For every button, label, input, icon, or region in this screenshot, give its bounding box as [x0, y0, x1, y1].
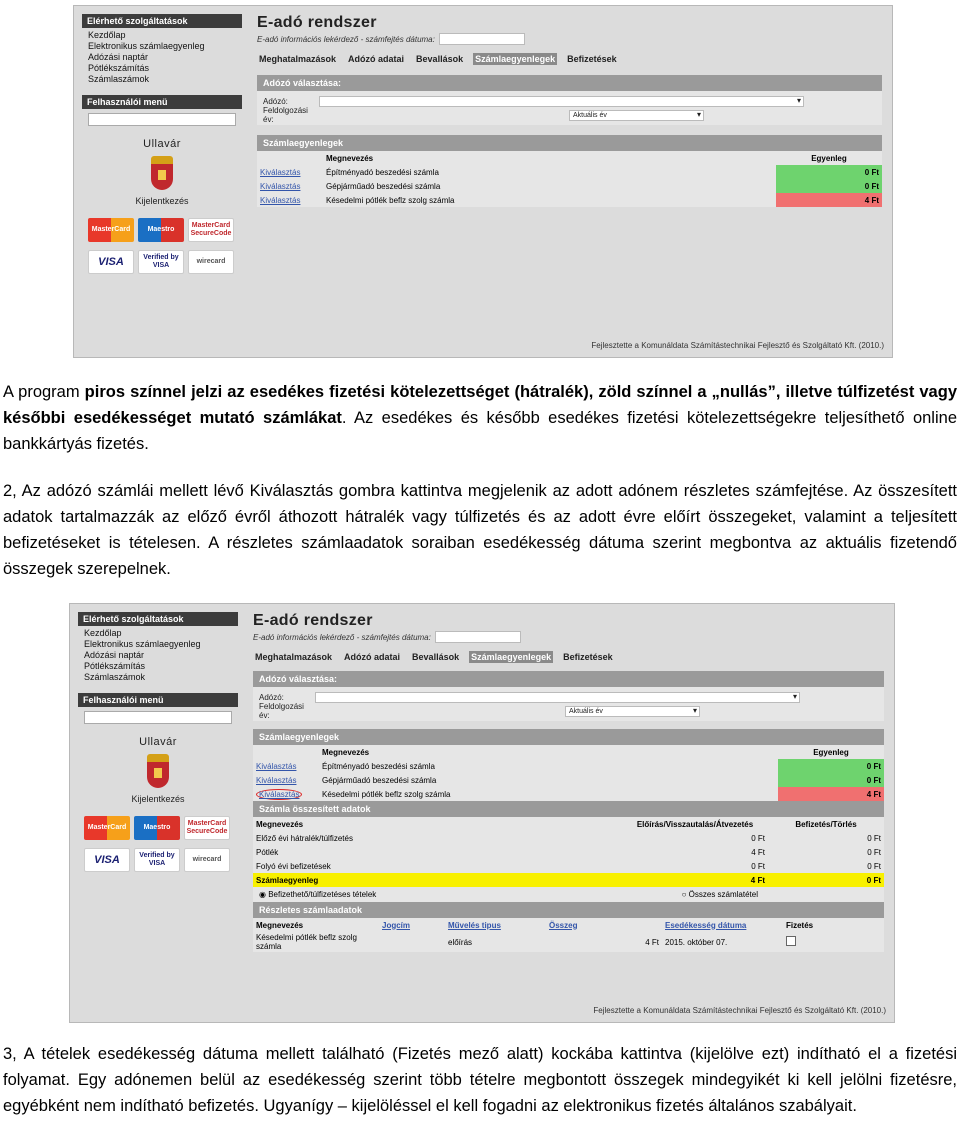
total-paid: 0 Ft: [768, 873, 884, 887]
col-title-type[interactable]: Jogcím: [382, 920, 411, 930]
table-row: [253, 787, 884, 801]
table-row: [257, 179, 882, 193]
footer-credit: Fejlesztette a Komunáldata Számítástechnikai Fejlesztő és Szolgáltató Kft. (2010.): [591, 341, 884, 350]
menu-item-home[interactable]: Kezdőlap: [88, 30, 126, 40]
table-row: [253, 773, 884, 787]
tab-balances[interactable]: Számlaegyenlegek: [475, 54, 556, 64]
summary-prescribed: 0 Ft: [751, 861, 765, 871]
screenshot-details: [69, 603, 895, 1023]
table-row: [257, 193, 882, 207]
city-name: Ullavár: [139, 736, 177, 748]
filter-radios: [253, 887, 884, 902]
balances-panel-title: Számlaegyenlegek: [257, 135, 882, 151]
tab-returns[interactable]: Bevallások: [416, 54, 464, 64]
tab-balances[interactable]: Számlaegyenlegek: [471, 652, 552, 662]
col-paid: Befizetés/Törlés: [795, 819, 857, 829]
tab-taxpayer-data[interactable]: Adózó adatai: [344, 652, 401, 662]
balances-panel: [253, 729, 884, 801]
date-field: [435, 631, 521, 643]
select-link[interactable]: Kiválasztás: [256, 775, 297, 785]
year-select[interactable]: Aktuális év ▾: [565, 706, 700, 717]
account-balance: 0 Ft: [778, 759, 884, 773]
app-subtitle: E-adó információs lekérdező - számfejtés dátuma:: [257, 34, 435, 44]
app-subtitle: E-adó információs lekérdező - számfejtés dátuma:: [253, 632, 431, 642]
sidebar: [78, 612, 238, 880]
select-link-highlighted[interactable]: Kiválasztás: [256, 789, 302, 800]
menu-item-calendar[interactable]: Adózási naptár: [84, 650, 145, 660]
detail-amount: 4 Ft: [645, 937, 659, 947]
select-link[interactable]: Kiválasztás: [260, 195, 301, 205]
menu-item-penalty[interactable]: Pótlékszámítás: [88, 63, 150, 73]
summary-paid: 0 Ft: [867, 861, 881, 871]
verified-by-visa-logo: Verified by VISA: [138, 250, 184, 274]
services-title: Elérhető szolgáltatások: [78, 612, 238, 626]
user-input[interactable]: [88, 113, 236, 126]
mastercard-logo: MasterCard: [88, 218, 134, 242]
taxpayer-panel-title: Adózó választása:: [253, 671, 884, 687]
summary-paid: 0 Ft: [867, 833, 881, 843]
coat-of-arms-icon: [151, 156, 173, 190]
balances-table: [257, 151, 882, 207]
tab-taxpayer-data[interactable]: Adózó adatai: [348, 54, 405, 64]
select-link[interactable]: Kiválasztás: [260, 167, 301, 177]
col-name: Megnevezés: [326, 153, 374, 163]
summary-prescribed: 4 Ft: [751, 847, 765, 857]
select-link[interactable]: Kiválasztás: [260, 181, 301, 191]
mastercard-logo: MasterCard: [84, 816, 130, 840]
col-payment: Fizetés: [786, 920, 814, 930]
col-name: Megnevezés: [256, 819, 304, 829]
table-row: [253, 831, 884, 845]
footer-credit: Fejlesztette a Komunáldata Számítástechnikai Fejlesztő és Szolgáltató Kft. (2010.): [593, 1006, 886, 1015]
main-nav: [257, 53, 882, 65]
wirecard-logo: wirecard: [188, 250, 234, 274]
summary-table: [253, 817, 884, 887]
menu-item-accounts[interactable]: Számlaszámok: [88, 74, 150, 84]
details-panel-title: Részletes számlaadatok: [253, 902, 884, 918]
account-balance: 4 Ft: [776, 193, 882, 207]
tab-authorizations[interactable]: Meghatalmazások: [255, 652, 333, 662]
col-balance: Egyenleg: [813, 747, 849, 757]
summary-prescribed: 0 Ft: [751, 833, 765, 843]
menu-item-balance[interactable]: Elektronikus számlaegyenleg: [88, 41, 205, 51]
taxpayer-label: Adózó:: [259, 692, 284, 702]
card-logos: [78, 816, 238, 872]
sidebar: [82, 14, 242, 282]
total-row: [253, 873, 884, 887]
account-name: Késedelmi pótlék beflz szolg számla: [322, 789, 451, 799]
date-field: [439, 33, 525, 45]
taxpayer-panel-title: Adózó választása:: [257, 75, 882, 91]
securecode-logo: MasterCard SecureCode: [184, 816, 230, 840]
menu-item-calendar[interactable]: Adózási naptár: [88, 52, 149, 62]
app-title: E-adó rendszer: [257, 14, 377, 31]
securecode-logo: MasterCard SecureCode: [188, 218, 234, 242]
paragraph-3: 3, A tételek esedékesség dátuma mellett található (Fizetés mező alatt) kockába kattintva (kijelölve ezt) indítható el a fizetési folyamat. Egy adónemen belül az esedékesség szerint több tételre megbontott összegek mindegyikét ki kell jelölni fizetésre, egyébként nem indítható befizetés. Ugyanígy – kijelöléssel el kell fogadni az elektronikus fizetés általános szabályait.: [3, 1045, 957, 1115]
detail-due: 2015. október 07.: [665, 937, 728, 947]
app-title: E-adó rendszer: [253, 612, 373, 629]
maestro-logo: Maestro: [134, 816, 180, 840]
summary-panel-title: Számla összesített adatok: [253, 801, 884, 817]
col-name: Megnevezés: [256, 920, 304, 930]
account-name: Építményadó beszedési számla: [326, 167, 439, 177]
table-row: [253, 932, 884, 952]
screenshot-balances: [73, 5, 893, 358]
year-label: Feldolgozási év:: [259, 702, 304, 720]
tab-payments[interactable]: Befizetések: [567, 54, 617, 64]
menu-item-accounts[interactable]: Számlaszámok: [84, 672, 146, 682]
taxpayer-select[interactable]: [319, 96, 804, 107]
menu-item-balance[interactable]: Elektronikus számlaegyenleg: [84, 639, 201, 649]
taxpayer-label: Adózó:: [263, 96, 288, 106]
verified-by-visa-logo: Verified by VISA: [134, 848, 180, 872]
account-balance: 0 Ft: [776, 165, 882, 179]
col-name: Megnevezés: [322, 747, 370, 757]
card-logos: [82, 218, 242, 274]
table-row: [253, 859, 884, 873]
account-name: Építményadó beszedési számla: [322, 761, 435, 771]
col-operation[interactable]: Művelés tipus: [448, 920, 501, 930]
col-prescribed: Előírás/Visszautalás/Átvezetés: [636, 819, 754, 829]
coat-of-arms-icon: [147, 754, 169, 788]
paragraph-2: 2, Az adózó számlái mellett lévő Kiválasztás gombra kattintva megjelenik az adott adónem részletes számfejtése. Az összesített adatok tartalmazzák az előző évről áthozott hátralék vagy túlfizetés és az adott évre előírt összegeket, valamint a teljesített befizetéseket is tételesen. A részletes számlaadatok soraiban esedékesség dátuma szerint megbontva az aktuális fizetendő összegek szerepelnek.: [3, 482, 957, 578]
balances-table: [253, 745, 884, 801]
user-menu-title: Felhasználói menü: [82, 95, 242, 109]
menu-item-penalty[interactable]: Pótlékszámítás: [84, 661, 146, 671]
taxpayer-panel: [257, 75, 882, 125]
detail-name: Késedelmi pótlék beflz szolg számla: [256, 933, 357, 951]
wirecard-logo: wirecard: [184, 848, 230, 872]
user-input[interactable]: [84, 711, 232, 724]
details-panel: [253, 902, 884, 952]
summary-name: Pótlék: [256, 847, 279, 857]
details-table: [253, 918, 884, 952]
logout-link[interactable]: Kijelentkezés: [131, 794, 185, 804]
year-label: Feldolgozási év:: [263, 106, 308, 124]
account-balance: 0 Ft: [776, 179, 882, 193]
account-balance: 0 Ft: [778, 773, 884, 787]
summary-paid: 0 Ft: [867, 847, 881, 857]
radio-all[interactable]: ○ Összes számlatétel: [681, 890, 758, 899]
p1-end: . Az esedékes és később esedékes fizetési kötelezettségekre teljesíthető online bankkártyás fizetés.: [3, 409, 957, 453]
tab-payments[interactable]: Befizetések: [563, 652, 613, 662]
col-due-date[interactable]: Esedékesség dátuma: [665, 920, 747, 930]
account-balance: 4 Ft: [778, 787, 884, 801]
services-title: Elérhető szolgáltatások: [82, 14, 242, 28]
p1-start: A program: [3, 383, 85, 401]
city-name: Ullavár: [143, 138, 181, 150]
summary-name: Előző évi hátralék/túlfizetés: [256, 833, 353, 843]
table-row: [257, 165, 882, 179]
table-row: [253, 845, 884, 859]
col-amount[interactable]: Összeg: [549, 920, 578, 930]
col-balance: Egyenleg: [811, 153, 847, 163]
maestro-logo: Maestro: [138, 218, 184, 242]
detail-title-type: előírás: [448, 937, 473, 947]
select-link[interactable]: Kiválasztás: [256, 761, 297, 771]
main-content: [257, 14, 882, 207]
main-content: [253, 612, 884, 952]
account-name: Gépjárműadó beszedési számla: [322, 775, 437, 785]
balances-panel: [257, 135, 882, 207]
taxpayer-select[interactable]: [315, 692, 800, 703]
main-nav: [253, 651, 884, 663]
account-name: Késedelmi pótlék beflz szolg számla: [326, 195, 455, 205]
services-menu: [82, 28, 242, 89]
payment-checkbox[interactable]: [786, 936, 796, 946]
paragraph-1: [3, 379, 957, 457]
account-name: Gépjárműadó beszedési számla: [326, 181, 441, 191]
services-menu: [78, 626, 238, 687]
p1-bold: piros színnel jelzi az esedékes fizetési kötelezettséget (hátralék), zöld színnel a „nullás”, illetve túlfizetést vagy későbbi esedékességet mutató számlákat: [3, 383, 957, 427]
taxpayer-panel: [253, 671, 884, 721]
menu-item-home[interactable]: Kezdőlap: [84, 628, 122, 638]
balances-panel-title: Számlaegyenlegek: [253, 729, 884, 745]
year-select[interactable]: Aktuális év ▾: [569, 110, 704, 121]
user-menu-title: Felhasználói menü: [78, 693, 238, 707]
total-name: Számlaegyenleg: [253, 873, 622, 887]
visa-logo: VISA: [84, 848, 130, 872]
table-row: [253, 759, 884, 773]
radio-payable[interactable]: ◉ Befizethető/túlfizetéses tételek: [259, 890, 377, 899]
summary-panel: [253, 801, 884, 902]
logout-link[interactable]: Kijelentkezés: [135, 196, 189, 206]
visa-logo: VISA: [88, 250, 134, 274]
total-prescribed: 4 Ft: [622, 873, 768, 887]
tab-returns[interactable]: Bevallások: [412, 652, 460, 662]
summary-name: Folyó évi befizetések: [256, 861, 331, 871]
tab-authorizations[interactable]: Meghatalmazások: [259, 54, 337, 64]
